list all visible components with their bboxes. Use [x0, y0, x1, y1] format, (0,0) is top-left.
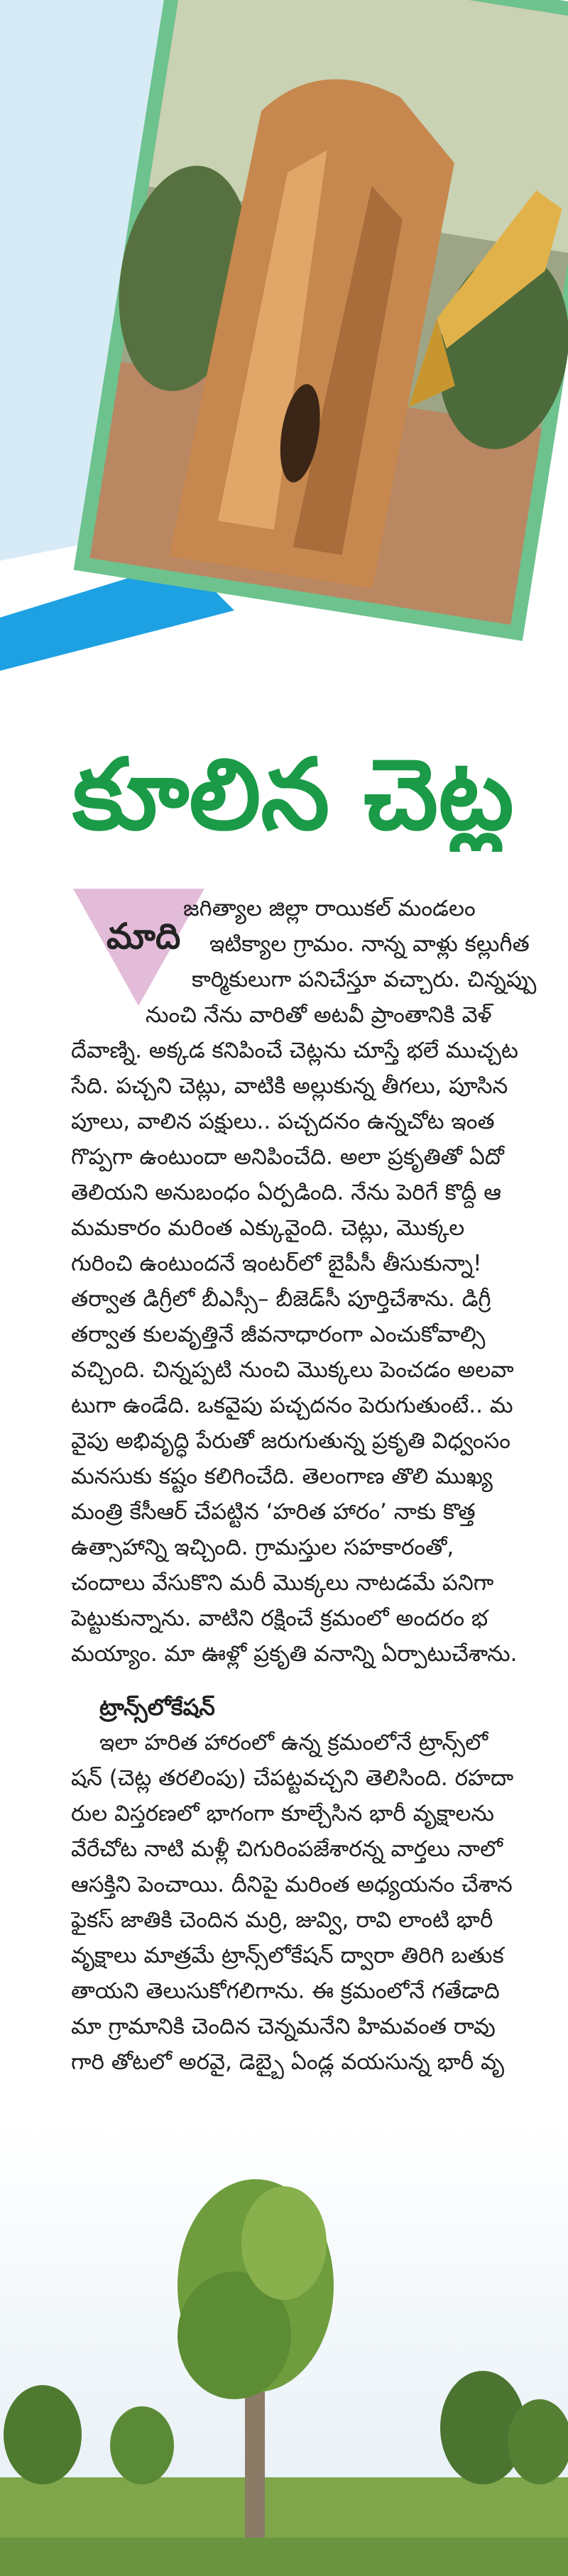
- text-line: తర్వాత డిగ్రీలో బీఎస్సీ– బీజెడ్‌సీ పూర్తిచేశాను. డిగ్రీ: [71, 1286, 491, 1312]
- text-line: వేరేచోట నాటి మళ్లీ చిగురింపజేశారన్న వార్తలు నాలో: [71, 1836, 503, 1862]
- text-line: వైపు అభివృద్ధి పేరుతో జరుగుతున్న ప్రకృతి విధ్వంసం: [71, 1428, 510, 1454]
- text-line: ఇటిక్యాల గ్రామం. నాన్న వాళ్లు కల్లుగీత: [209, 931, 530, 957]
- text-line: జగిత్యాల జిల్లా రాయికల్ మండలం: [183, 896, 476, 921]
- headline: కూలిన చెట్ల: [72, 738, 514, 852]
- text-line: గురించి ఉంటుందనే ఇంటర్‌లో బైపీసీ తీసుకున్నా!: [71, 1251, 482, 1276]
- text-line: చందాలు వేసుకొని మరీ మొక్కలు నాటడమే పనిగా: [71, 1570, 494, 1596]
- text-line: రుల విస్తరణలో భాగంగా కూల్చేసిన భారీ వృక్షాలను: [71, 1801, 494, 1826]
- paragraph-2: [71, 1725, 568, 2080]
- text-line: మయ్యాం. మా ఊళ్లో ప్రకృతి వనాన్ని ఏర్పాటుచేశాను.: [71, 1641, 518, 1667]
- text-line: మా గ్రామానికి చెందిన చెన్నమనేని హిమవంత రావు: [71, 2014, 496, 2039]
- text-line: ఇలా హరిత హారంలో ఉన్న క్రమంలోనే ట్రాన్స్‌లో: [99, 1730, 488, 1755]
- article-body: [71, 891, 568, 2080]
- text-line: వృక్షాలు మాత్రమే ట్రాన్స్‌లోకేషన్ ద్వారా తిరిగి బతుక: [71, 1943, 504, 1968]
- text-line: పెట్టుకున్నాను. వాటిని రక్షించే క్రమంలో అందరం భ: [71, 1606, 488, 1631]
- text-line: తెలియని అనుబంధం ఏర్పడింది. నేను పెరిగే కొద్దీ ఆ: [71, 1180, 502, 1205]
- text-line: మంత్రి కేసీఆర్‌ చేపట్టిన ‘హరిత హారం’ నాకు కొత్త: [71, 1499, 476, 1525]
- young-trees-photo: [0, 2122, 568, 2576]
- text-line: కార్మికులుగా పనిచేస్తూ వచ్చారు. చిన్నప్పు: [192, 967, 537, 992]
- badge-label: మాది: [106, 916, 181, 957]
- tree-translocation-photo: [0, 0, 568, 681]
- text-line: తర్వాత కులవృత్తినే జీవనాధారంగా ఎంచుకోవాల్సి: [71, 1322, 486, 1347]
- paragraph-1: [71, 891, 568, 1672]
- text-line: ఉత్సాహాన్ని ఇచ్చింది. గ్రామస్తుల సహకారంతో,: [71, 1535, 454, 1560]
- text-line: నుంచి నేను వారితో అటవీ ప్రాంతానికి వెళ్: [146, 1002, 492, 1028]
- text-line: ఆసక్తిని పెంచాయి. దీనిపై మరింత అధ్యయనం చేశాన: [71, 1872, 513, 1897]
- text-line: మనసుకు కష్టం కలిగించేది. తెలంగాణ తొలి ముఖ్య: [71, 1464, 493, 1489]
- text-line: గారి తోటలో అరవై, డెబ్బై ఏండ్ల వయసున్న భారీ వృ: [71, 2049, 505, 2075]
- text-line: సేది. పచ్చని చెట్లు, వాటికి అల్లుకున్న తీగలు, పూసిన: [71, 1073, 508, 1099]
- text-line: దేవాణ్ని. అక్కడ కనిపించే చెట్లను చూస్తే భలే ముచ్చట: [71, 1038, 518, 1063]
- text-line: షన్ (చెట్ల తరలింపు) చేపట్టవచ్చని తెలిసింది. రహదా: [71, 1765, 514, 1791]
- subheading: ట్రాన్స్‌లోకేషన్: [99, 1694, 215, 1721]
- text-line: టుగా ఉండేది. ఒకవైపు పచ్చదనం పెరుగుతుంటే.. మ: [71, 1393, 513, 1418]
- text-line: పూలు, వాలిన పక్షులు.. పచ్చదనం ఉన్నచోట ఇంత: [71, 1109, 495, 1134]
- text-line: మమకారం మరింత ఎక్కువైంది. చెట్లు, మొక్కల: [71, 1215, 465, 1241]
- text-line: వచ్చింది. చిన్నప్పటి నుంచి మొక్కలు పెంచడం అలవా: [71, 1357, 514, 1383]
- text-line: ఫైకస్ జాతికి చెందిన మర్రి, జువ్వి, రావి లాంటి భారీ: [71, 1907, 493, 1933]
- text-line: గొప్పగా ఉంటుందా అనిపించేది. అలా ప్రకృతితో ఏదో: [71, 1144, 504, 1170]
- text-line: తాయని తెలుసుకోగలిగాను. ఈ క్రమంలోనే గతేడాది: [71, 1978, 500, 2004]
